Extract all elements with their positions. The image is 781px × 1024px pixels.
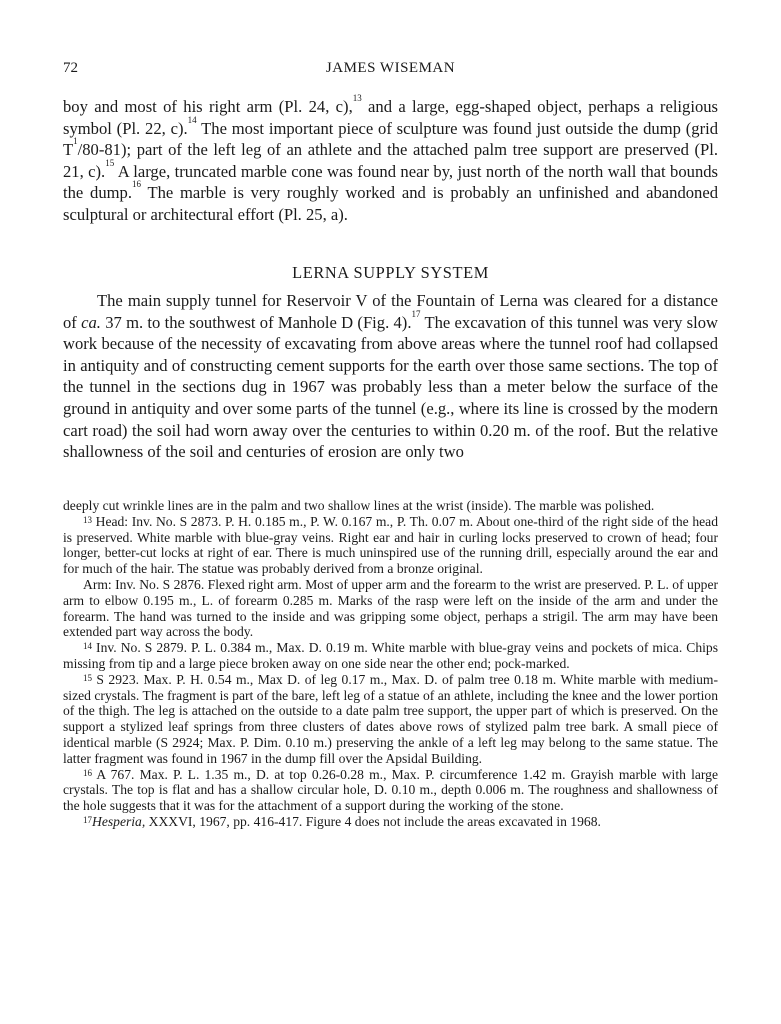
footnote-ref[interactable]: 15 (105, 157, 115, 168)
footnotes (63, 498, 718, 830)
footnote-mark: 15 (83, 672, 92, 683)
page-header (63, 60, 718, 82)
footnote-17: $^{17}$Hesperia, XXXVI, 1967, pp. 416-417. Figure 4 does not include the areas excavated in 1968. (83, 813, 601, 829)
footnote-mark: 14 (83, 641, 92, 652)
footnote-mark: 13 (83, 514, 92, 525)
body-text (63, 93, 718, 226)
journal-title: Hesperia, (92, 813, 146, 829)
grid-superscript: 1 (73, 136, 78, 147)
footnote-13-arm: Arm: Inv. No. S 2876. Flexed right arm. Most of upper arm and the forearm to the wrist are preserved. P. L. of upper arm to elbow 0.195 m., L. of forearm 0.285 m. Marks of the rasp were left on the inside of the arm and under the forearm. The hand was turned to the inside and was gripping some object, perhaps a strigil. The arm may have been extended part way across the body. (63, 576, 718, 640)
page-number: 72 (63, 60, 78, 76)
body-paragraph: boy and most of his right arm (Pl. 24, c),$^{13}$ and a large, egg-shaped object, perhaps a religious symbol (Pl. 22, c).$^{14}$ The most important piece of sculpture was found just outside the dump (grid T$^1$/80-81); part of the left leg of an athlete and the attached palm tree support are preserved (Pl. 21, c).$^{15}$ A large, truncated marble cone was found near by, just north of the north wall that bounds the dump.$^{16}$ The marble is very roughly worked and is probably an unfinished and abandoned sculptural or architectural effort (Pl. 25, a). (63, 93, 718, 224)
section-text (63, 290, 718, 463)
section-title: LERNA SUPPLY SYSTEM (292, 263, 489, 282)
footnote-ref[interactable]: 17 (411, 308, 421, 319)
footnote-14: $^{14}$ Inv. No. S 2879. P. L. 0.384 m., Max. D. 0.19 m. White marble with blue-gray veins and pockets of mica. Chips missing from tip and a large piece broken away on one side near the other end; pock-marked. (63, 640, 718, 671)
footnote-continuation: deeply cut wrinkle lines are in the palm and two shallow lines at the wrist (inside). The marble was polished. (63, 498, 655, 513)
footnote-mark: 17 (83, 814, 92, 825)
footnote-16: $^{16}$ A 767. Max. P. L. 1.35 m., D. at top 0.26-0.28 m., Max. P. circumference 1.42 m. Grayish marble with large crystals. The top is flat and has a shallow circular hole, D. 0.10 m., depth 0.006 m. The roughness and shallowness of the hole suggests that it was for the attachment of a support during the working of the stone. (63, 766, 718, 814)
footnote-ref[interactable]: 13 (352, 93, 362, 103)
footnote-mark: 16 (83, 767, 92, 778)
running-head: JAMES WISEMAN (325, 60, 456, 76)
footnote-ref[interactable]: 16 (131, 179, 141, 190)
footnote-13: $^{13}$ Head: Inv. No. S 2873. P. H. 0.185 m., P. W. 0.167 m., P. Th. 0.07 m. About one-third of the right side of the head is preserved. White marble with blue-gray veins. Right ear and hair in curling locks preserved to crown of head; four longer, better-cut locks at right of ear. There is much uninspired use of the running drill, especially around the ear and for much of the hair. The statue was probably derived from a bronze original. (63, 513, 718, 577)
footnote-15: $^{15}$ S 2923. Max. P. H. 0.54 m., Max D. of leg 0.17 m., Max. D. of palm tree 0.18 m. White marble with medium-sized crystals. The fragment is part of the bare, left leg of a statue of an athlete, including the knee and the lower portion of the thigh. The leg is attached on the outside to a date palm tree support, the upper part of which is preserved. On the support a stylized leaf springs from three clusters of dates above rows of stylized palm tree bark. A small piece of identical marble (S 2924; Max. P. Dim. 0.10 m.) preserving the ankle of a left leg may belong to the same statue. The latter fragment was found in 1967 in the dump fill over the Apsidal Building. (63, 671, 718, 766)
section-paragraph: The main supply tunnel for Reservoir V of the Fountain of Lerna was cleared for a distance of ca. 37 m. to the southwest of Manhole D (Fig. 4).$^{17}$ The excavation of this tunnel was very slow work because of the necessity of excavating from above areas where the tunnel roof had collapsed in antiquity and of constructing cement supports for the earth over those same sections. The top of the tunnel in the sections dug in 1967 was probably less than a meter below the surface of the ground in antiquity and over some parts of the tunnel (e.g., where its line is crossed by the modern cart road) the soil had worn away over the centuries to within 0.20 m. of the roof. But the relative shallowness of the soil and centuries of erosion are only two (63, 291, 718, 462)
footnote-ref[interactable]: 14 (187, 114, 197, 125)
